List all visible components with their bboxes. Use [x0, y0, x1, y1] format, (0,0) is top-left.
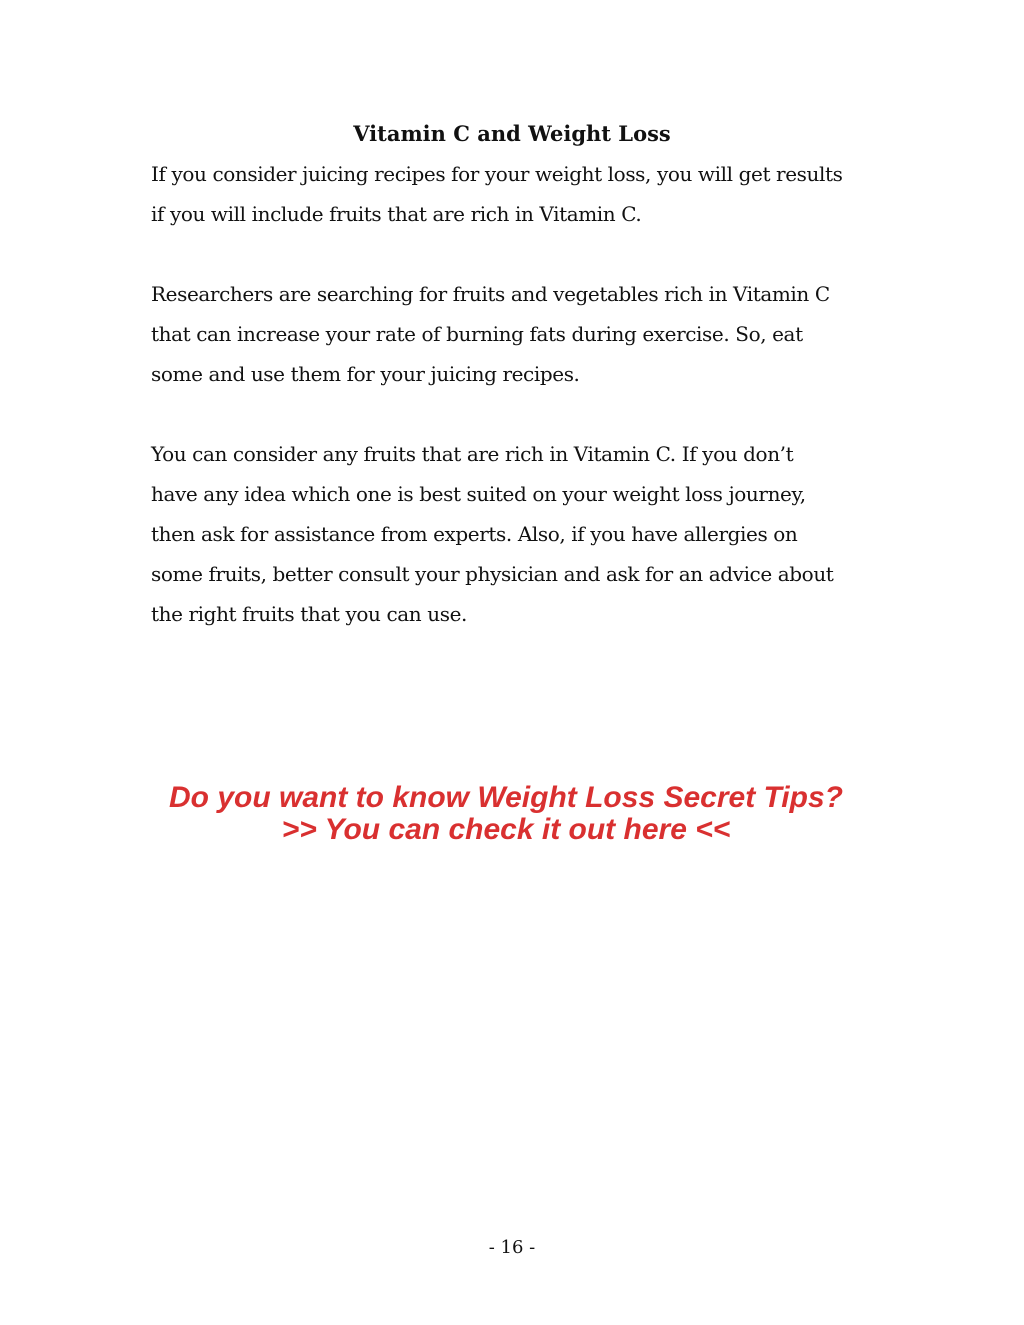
paragraph-research: Researchers are searching for fruits and vegetables rich in Vitamin C that can increase your rate of burning fats during exercise. So, eat some and use them for your juicing recipes.: [151, 282, 830, 386]
paragraph-intro: If you consider juicing recipes for your weight loss, you will get results if you will include fruits that are rich in Vitamin C.: [151, 162, 843, 226]
promo-link-check-here[interactable]: >> You can check it out here <<: [281, 813, 731, 846]
promo-block: [0, 782, 1012, 846]
document-body: [151, 118, 881, 674]
paragraph-advice: You can consider any fruits that are rich in Vitamin C. If you don’t have any idea which one is best suited on your weight loss journey, then ask for assistance from experts. Also, if you have allergies on some fruits, better consult your physician and ask for an advice about the right fruits that you can use.: [151, 442, 834, 626]
promo-link-question[interactable]: Do you want to know Weight Loss Secret Tips?: [169, 781, 843, 814]
page-number: - 16 -: [488, 1237, 536, 1258]
section-heading: Vitamin C and Weight Loss: [353, 121, 671, 146]
